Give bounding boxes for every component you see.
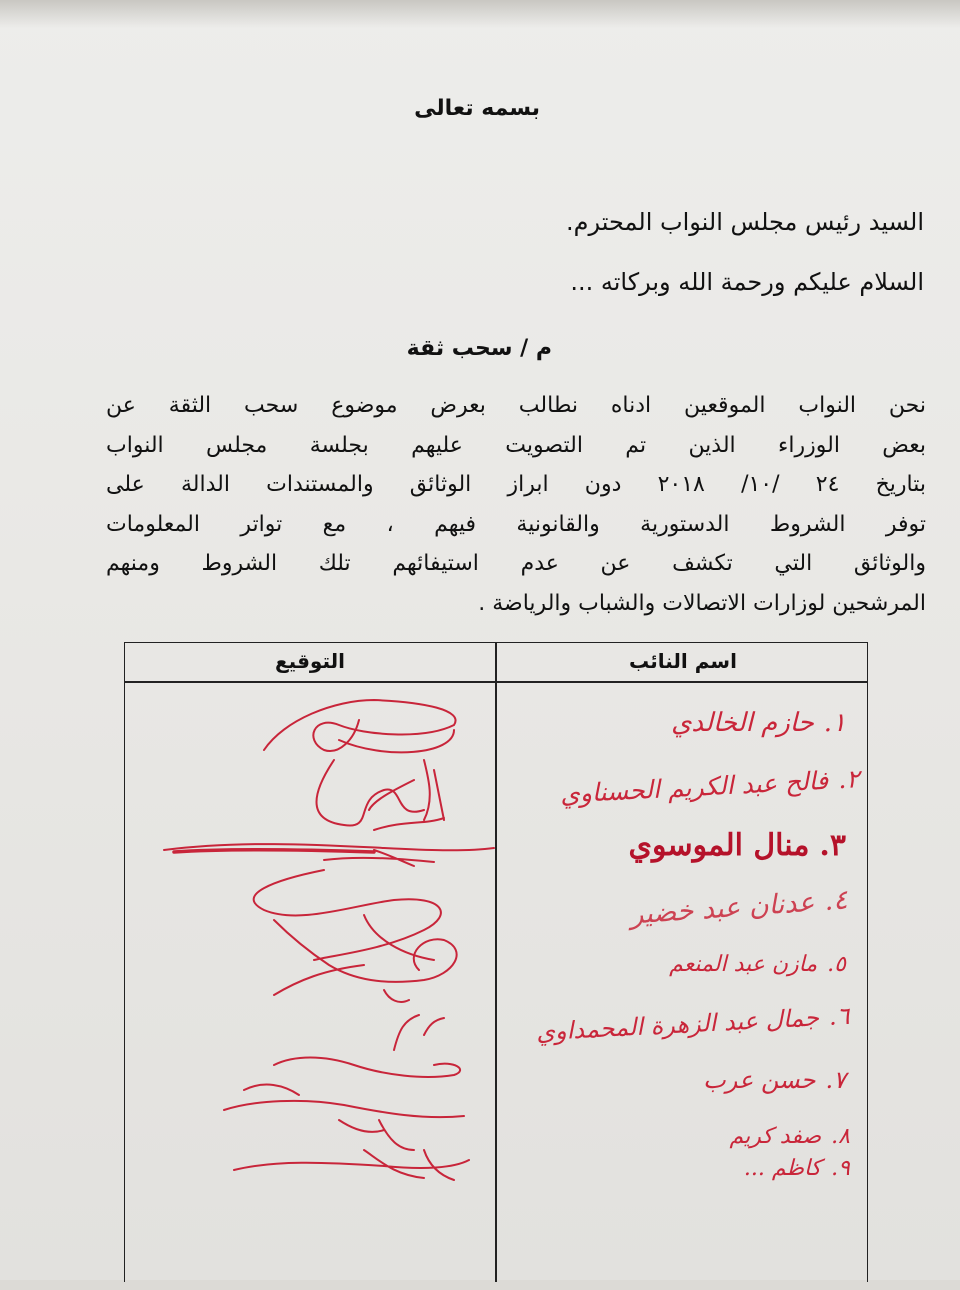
header-signature: التوقيع	[275, 649, 345, 673]
signatures-area	[124, 680, 496, 1280]
names-column	[496, 700, 876, 1290]
body-line: بعض الوزراء الذين تم التصويت عليهم بجلسة مجلس النواب	[106, 432, 926, 458]
name-entry-9: ٩.كاظم ...	[743, 1156, 850, 1181]
signature-7	[244, 1058, 460, 1096]
name-entry-4: ٤.عدنان عبد خضير	[629, 884, 849, 931]
body-line: والوثائق التي تكشف عن عدم استيفائهم تلك الشروط ومنهم	[106, 551, 926, 576]
body-line: توفر الشروط الدستورية والقانونية فيهم ، مع تواتر المعلومات	[106, 511, 926, 537]
name-entry-2: ٢.فالح عبد الكريم الحسناوي	[559, 764, 861, 809]
body-line: بتاريخ ٢٤ /١٠/ ٢٠١٨ دون ابراز الوثائق والمستندات الدالة على	[106, 472, 927, 497]
signature-9	[234, 1150, 469, 1180]
signature-8	[224, 1101, 464, 1150]
signature-bold-stroke	[174, 850, 374, 852]
addressee-line: السيد رئيس مجلس النواب المحترم.	[566, 208, 924, 236]
name-entry-7: ٧.حسن عرب	[703, 1066, 846, 1094]
signature-3	[164, 844, 494, 866]
name-entry-8: ٨.صفد كريم	[729, 1124, 850, 1149]
document-heading: بسمه تعالى	[414, 96, 540, 121]
name-entry-3: ٣.منال الموسوي	[628, 828, 846, 863]
body-line: المرشحين لوزارات الاتصالات والشباب والرياضة .	[478, 590, 926, 616]
signature-1	[264, 700, 456, 752]
subject-line: م / سحب ثقة	[406, 336, 552, 361]
page-top-shadow	[0, 0, 960, 28]
signature-5	[274, 920, 457, 982]
signature-4	[254, 870, 441, 960]
letter-body	[106, 386, 926, 623]
name-entry-5: ٥.مازن عبد المنعم	[669, 952, 846, 977]
name-entry-1: ١.حازم الخالدي	[671, 708, 846, 738]
body-line: نحن النواب الموقعين ادناه نطالب بعرض موضوع سحب الثقة عن	[106, 393, 926, 418]
greeting-line: السلام عليكم ورحمة الله وبركاته ...	[570, 268, 924, 296]
signature-2	[317, 760, 445, 830]
name-entry-6: ٦.جمال عبد الزهرة المحمداوي	[535, 1001, 851, 1047]
header-deputy-name: اسم النائب	[629, 649, 737, 673]
